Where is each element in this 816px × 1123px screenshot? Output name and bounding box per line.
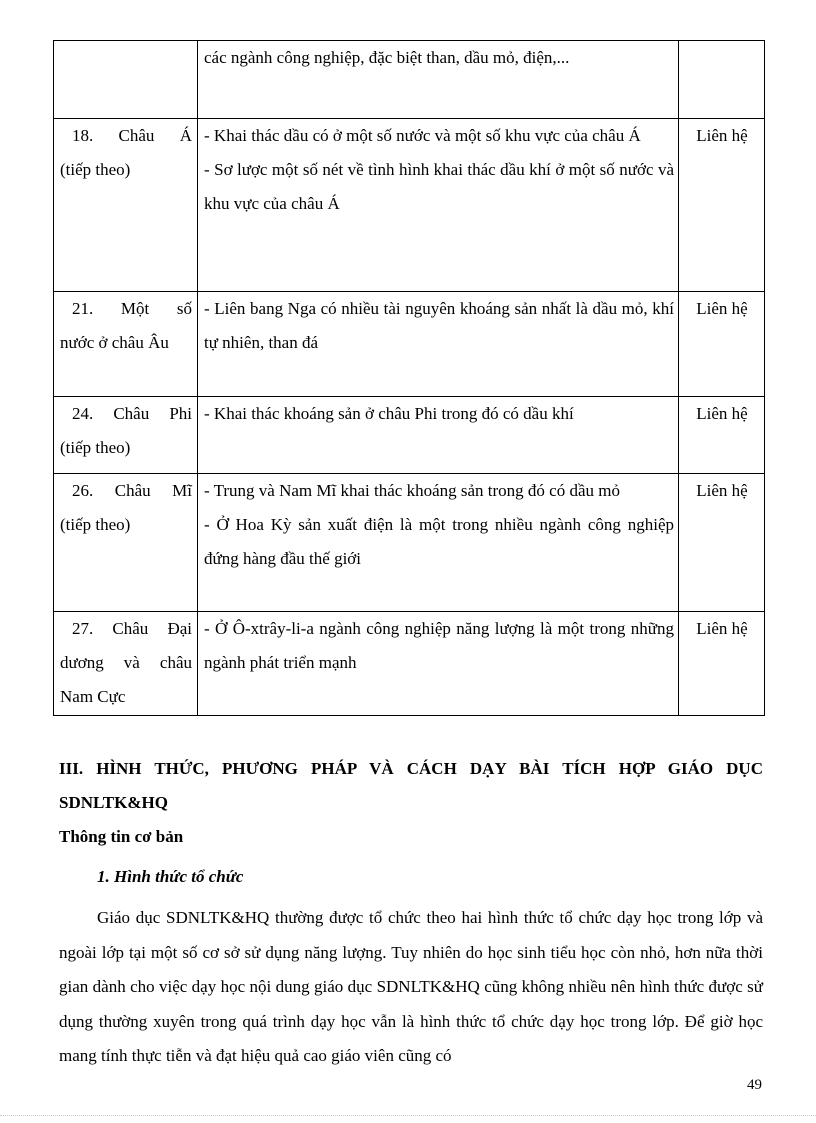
content-cell	[198, 612, 679, 716]
method-label: Liên hệ	[696, 481, 748, 500]
table-row	[54, 474, 765, 612]
method-label: Liên hệ	[696, 404, 748, 423]
lesson-cell	[54, 292, 198, 397]
lesson-cell	[54, 397, 198, 474]
method-cell	[679, 292, 765, 397]
content-cell	[198, 397, 679, 474]
content-line: - Ở Ô-xtrây-li-a ngành công nghiệp năng lượng là một trong những ngành phát triển mạnh	[204, 619, 674, 672]
content-cell	[198, 119, 679, 292]
lesson-title: 21. Một số	[72, 299, 192, 318]
lesson-cell	[54, 612, 198, 716]
content-line: - Trung và Nam Mĩ khai thác khoáng sản trong đó có dầu mỏ	[204, 481, 620, 500]
table-row	[54, 41, 765, 119]
method-cell	[679, 41, 765, 119]
content-line: - Khai thác khoáng sản ở châu Phi trong đó có dầu khí	[204, 404, 574, 423]
method-label: Liên hệ	[696, 299, 748, 318]
item-heading: 1. Hình thức tổ chức	[97, 867, 244, 886]
page-number: 49	[747, 1077, 762, 1093]
subheading: Thông tin cơ bản	[59, 827, 184, 846]
lesson-cell	[54, 41, 198, 119]
lesson-title: 18. Châu Á	[72, 126, 192, 145]
method-label: Liên hệ	[696, 619, 748, 638]
content-line: - Ở Hoa Kỳ sản xuất điện là một trong nhiều ngành công nghiệp đứng hàng đầu thế giới	[204, 515, 674, 568]
method-cell	[679, 119, 765, 292]
lesson-cell	[54, 474, 198, 612]
footer-divider	[0, 1115, 816, 1116]
method-cell	[679, 612, 765, 716]
content-line: - Sơ lược một số nét về tình hình khai thác dầu khí ở một số nước và khu vực của châu Á	[204, 160, 674, 213]
content-cell	[198, 474, 679, 612]
section-heading: III. HÌNH THỨC, PHƯƠNG PHÁP VÀ CÁCH DẠY BÀI TÍCH HỢP GIÁO DỤC SDNLTK&HQ	[59, 759, 763, 812]
lesson-cell	[54, 119, 198, 292]
content-cell	[198, 292, 679, 397]
lesson-subtitle: (tiếp theo)	[60, 438, 131, 457]
content-line: - Khai thác dầu có ở một số nước và một số khu vực của châu Á	[204, 126, 641, 145]
content-line: - Liên bang Nga có nhiều tài nguyên khoáng sản nhất là dầu mỏ, khí tự nhiên, than đá	[204, 299, 674, 352]
lesson-subtitle: nước ở châu Âu	[60, 333, 169, 352]
method-cell	[679, 397, 765, 474]
table-row	[54, 292, 765, 397]
method-cell	[679, 474, 765, 612]
lesson-subtitle: dương và châu Nam Cực	[60, 653, 192, 706]
lesson-title: 26. Châu Mĩ	[72, 481, 192, 500]
lesson-subtitle: (tiếp theo)	[60, 515, 131, 534]
table-row	[54, 612, 765, 716]
table-row	[54, 119, 765, 292]
lesson-subtitle: (tiếp theo)	[60, 160, 131, 179]
content-line: các ngành công nghiệp, đặc biệt than, dầu mỏ, điện,...	[204, 48, 570, 67]
content-cell	[198, 41, 679, 119]
lesson-title: 24. Châu Phi	[72, 404, 192, 423]
body-paragraph: Giáo dục SDNLTK&HQ thường được tổ chức theo hai hình thức tổ chức dạy học trong lớp và ngoài lớp tại một số cơ sở sử dụng năng lượng. Tuy nhiên do học sinh tiểu học còn nhỏ, hơn nữa thời gian dành cho việc dạy học nội dung giáo dục SDNLTK&HQ cũng không nhiều nên hình thức được sử dụng thường xuyên trong quá trình dạy học vẫn là hình thức tổ chức dạy học trong lớp. Để giờ học mang tính thực tiễn và đạt hiệu quả cao giáo viên cũng có	[59, 908, 763, 1065]
method-label: Liên hệ	[696, 126, 748, 145]
lesson-table	[53, 40, 765, 716]
lesson-title: 27. Châu Đại	[72, 619, 192, 638]
table-row	[54, 397, 765, 474]
